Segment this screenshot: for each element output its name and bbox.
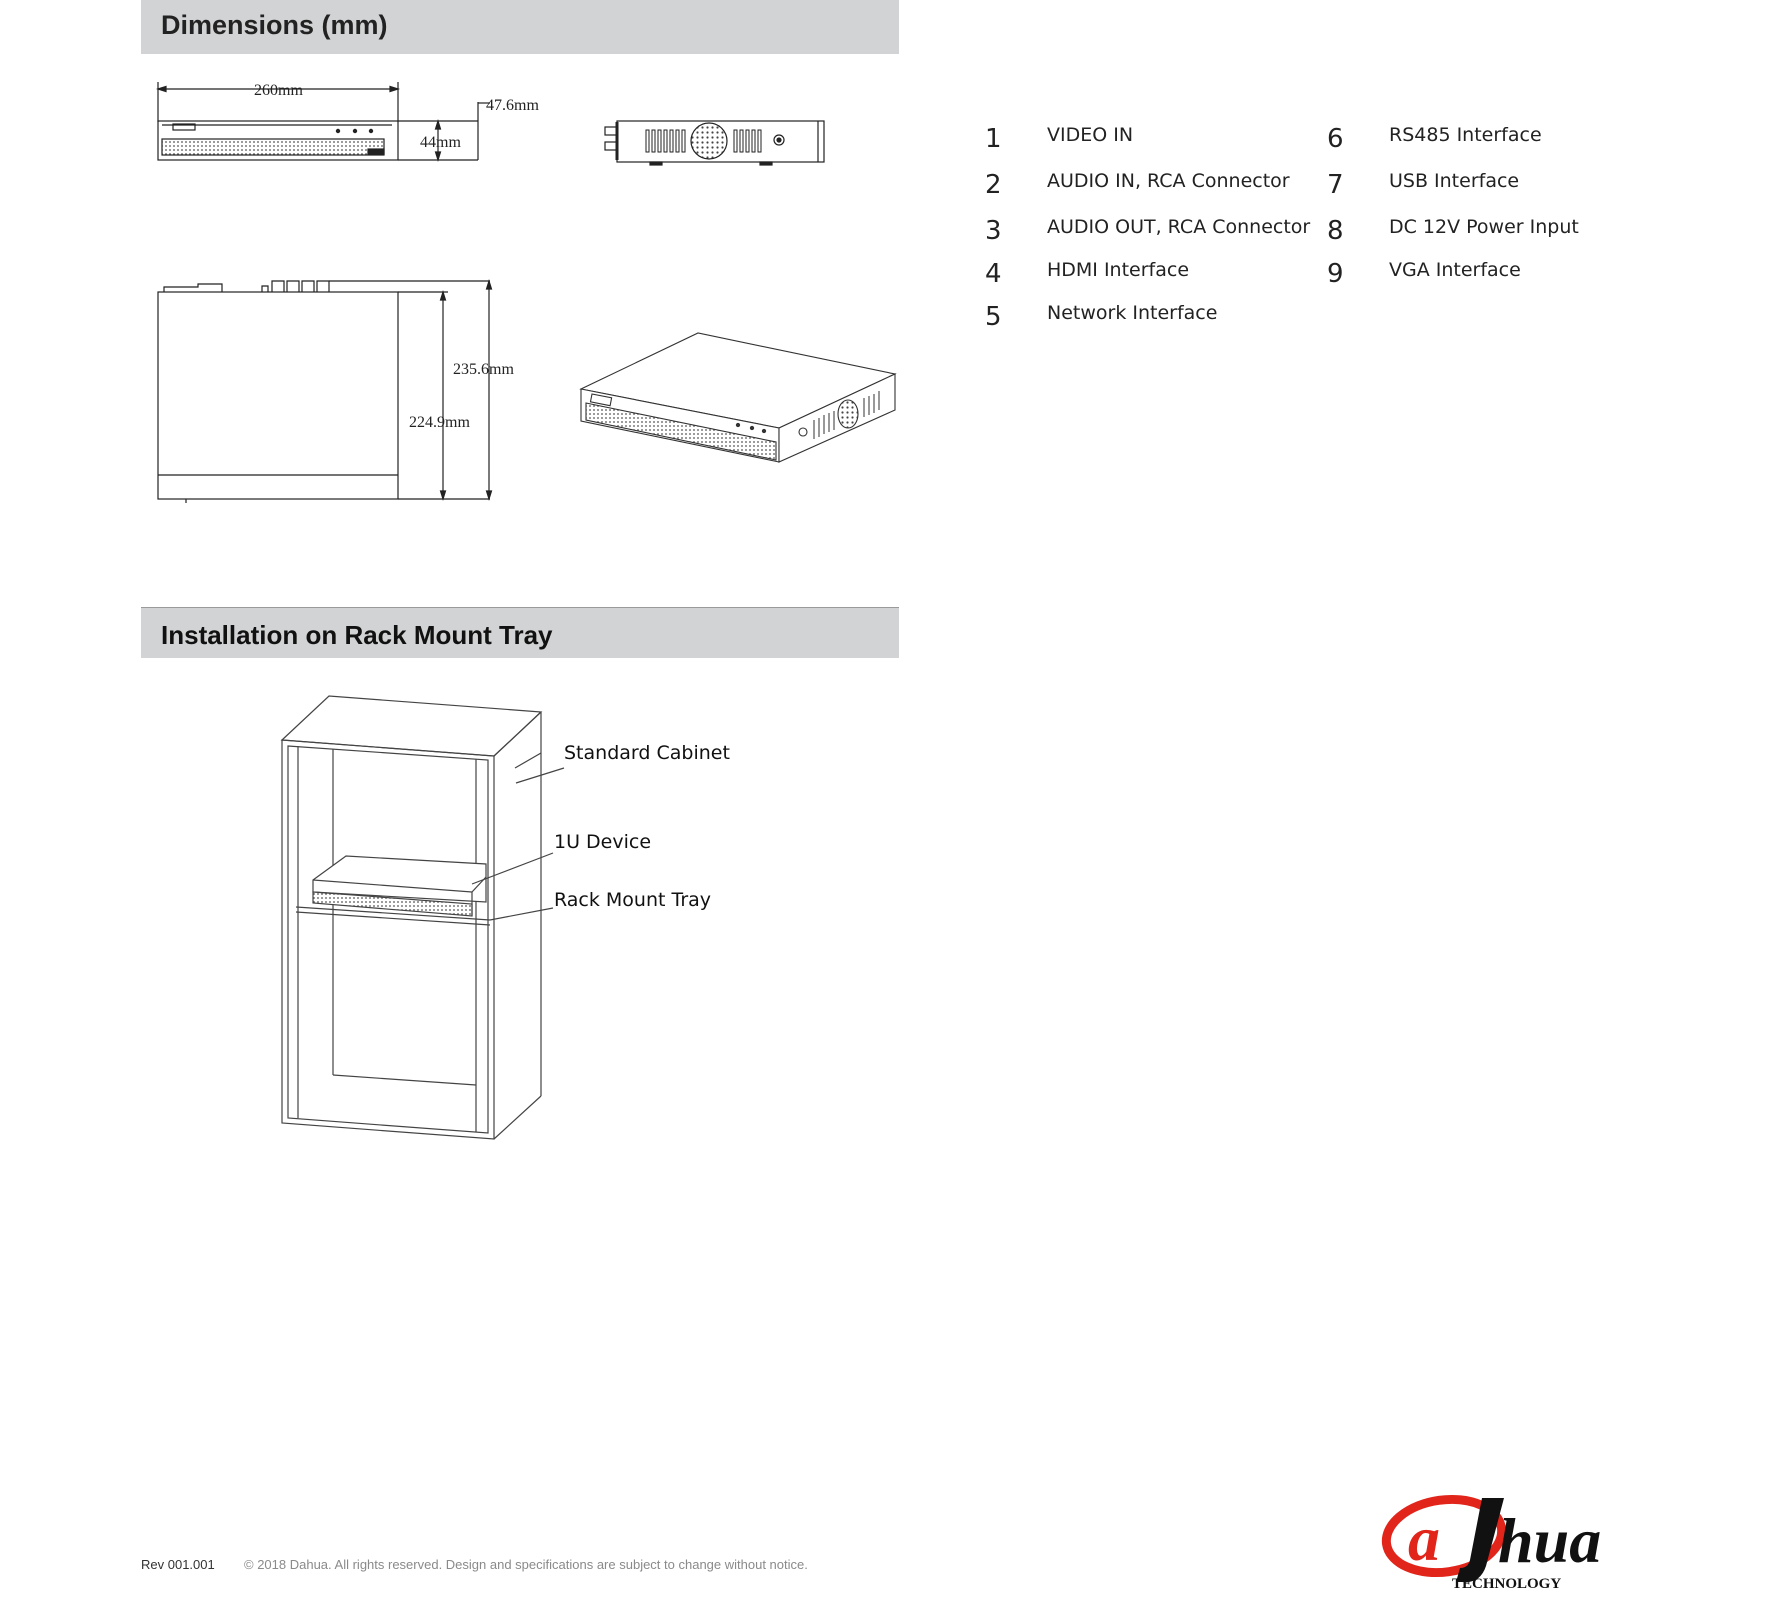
legend-number: 2 [985,170,1002,200]
rack-cabinet [282,696,564,1139]
legend-number: 3 [985,216,1002,246]
logo-subtitle: TECHNOLOGY [1452,1576,1562,1592]
isometric-view [581,333,895,462]
legend-label: RS485 Interface [1389,124,1542,146]
legend-number: 5 [985,302,1002,332]
dimensions-title: Dimensions (mm) [161,10,388,40]
legend-number: 1 [985,124,1002,154]
legend-label: AUDIO OUT, RCA Connector [1047,216,1311,238]
legend-number: 8 [1327,216,1344,246]
width-dimension-label: 260mm [254,82,303,99]
installation-title: Installation on Rack Mount Tray [161,620,553,650]
legend-label: USB Interface [1389,170,1520,192]
legend-label: VGA Interface [1389,259,1521,281]
legend-label: HDMI Interface [1047,259,1190,281]
1u-device-label: 1U Device [554,831,652,853]
rear-view [605,121,824,165]
copyright-text: © 2018 Dahua. All rights reserved. Design and specifications are subject to change without notice. [244,1557,808,1572]
legend-number: 7 [1327,170,1344,200]
legend-number: 9 [1327,259,1344,289]
length-inner-label: 224.9mm [409,414,470,431]
length-outer-label: 235.6mm [453,361,514,378]
legend-number: 6 [1327,124,1344,154]
legend-label: VIDEO IN [1047,124,1134,146]
rack-mount-tray-label: Rack Mount Tray [554,889,712,911]
legend-label: Network Interface [1047,302,1218,324]
legend-label: AUDIO IN, RCA Connector [1047,170,1290,192]
legend-label: DC 12V Power Input [1389,216,1579,238]
port-legend [985,118,1625,338]
revision-text: Rev 001.001 [141,1557,215,1572]
legend-number: 4 [985,259,1002,289]
logo-brand-text: hua [1498,1505,1602,1576]
logo-brand-mark: a [1408,1503,1440,1574]
top-view [158,281,492,503]
dahua-logo [1380,1492,1652,1592]
depth-dimension-label: 47.6mm [486,97,539,114]
height-dimension-label: 44mm [420,134,461,151]
standard-cabinet-label: Standard Cabinet [564,742,730,764]
